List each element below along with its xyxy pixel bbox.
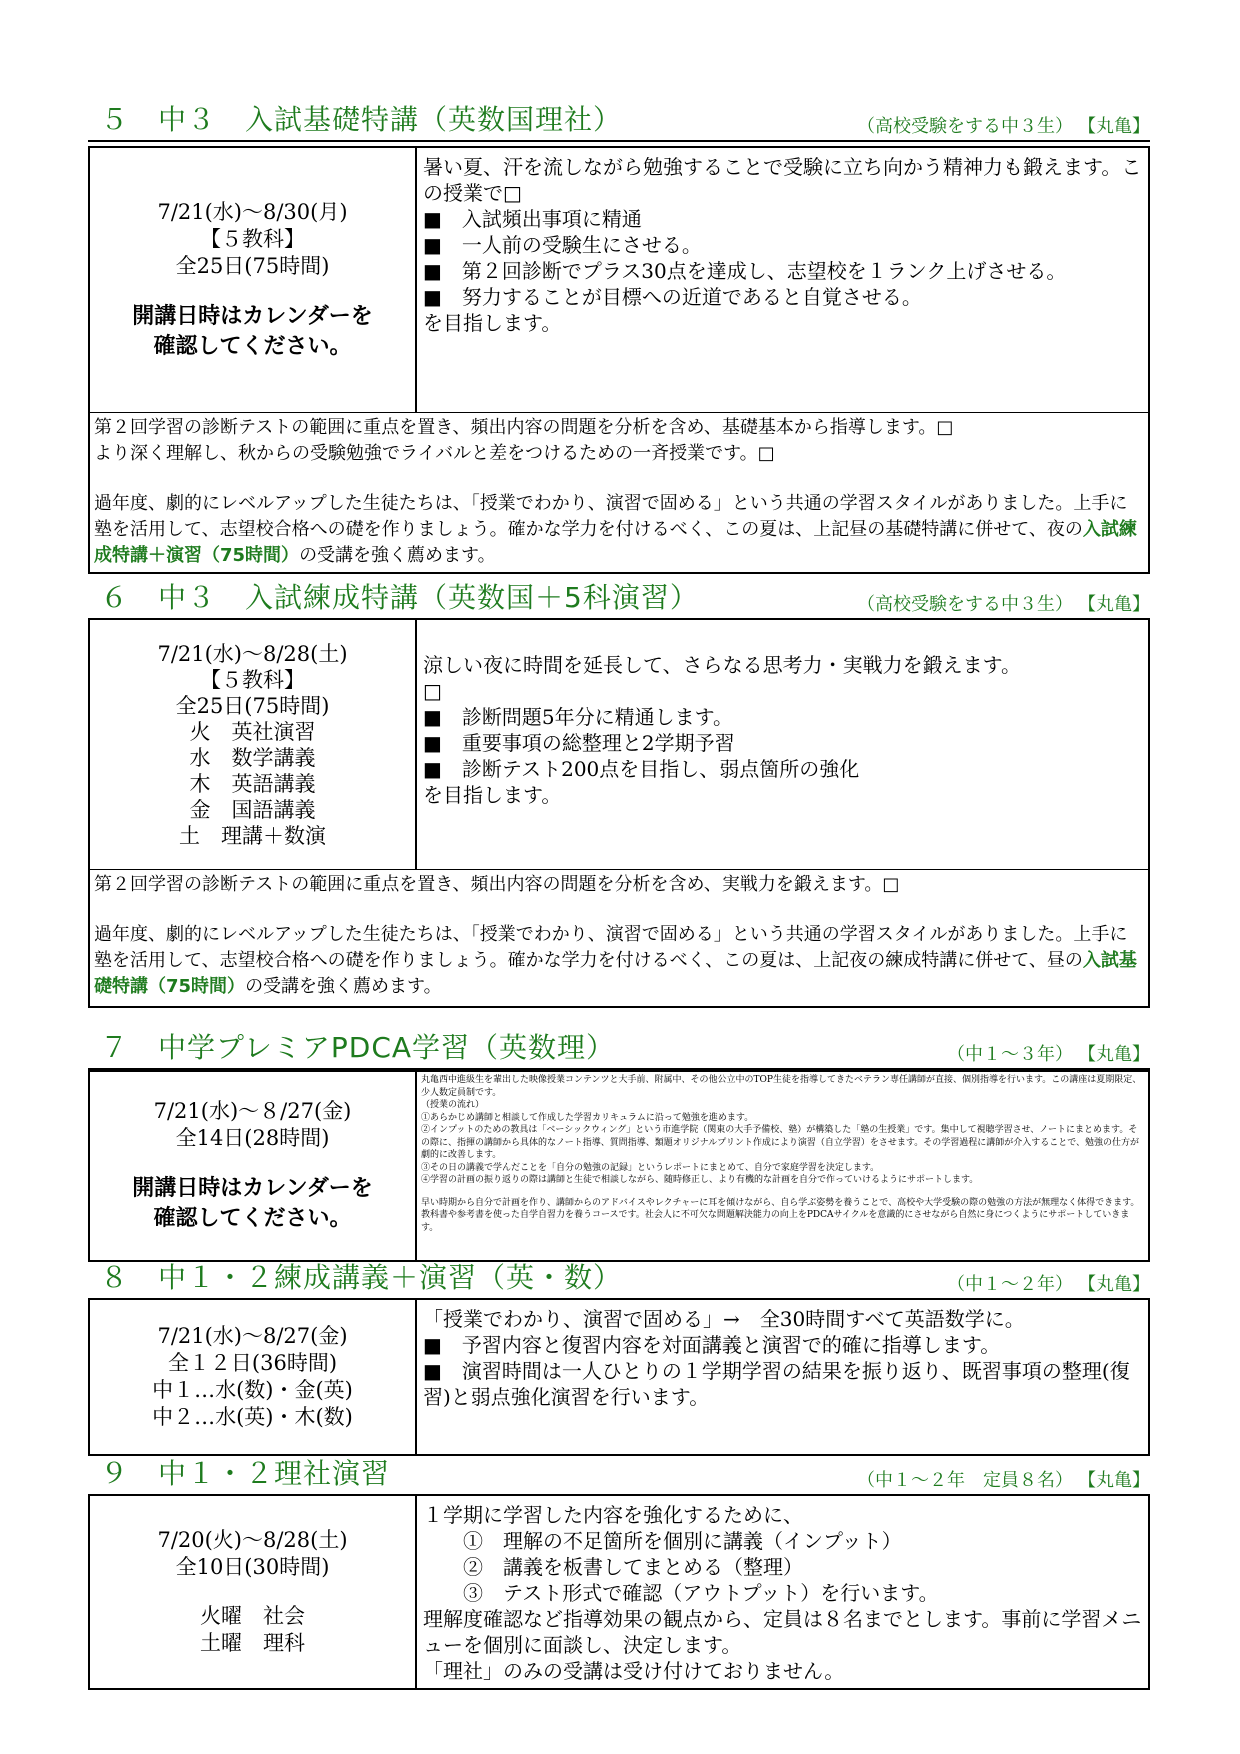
period-dates: 7/20(火)～8/28(土) bbox=[157, 1528, 348, 1552]
target-note: （高校受験をする中３生） bbox=[857, 116, 1073, 137]
target-note: （中１～２年） bbox=[947, 1274, 1073, 1295]
section-5-title: ５ 中３ 入試基礎特講（英数国理社） bbox=[100, 103, 623, 136]
desc-line: ■ 一人前の受験生にさせる。 bbox=[423, 233, 702, 257]
section-9-description: １学期に学習した内容を強化するために、 ① 理解の不足箇所を個別に講義（インプット） ② 講義を板書してまとめる（整理） ③ テスト形式で確認（アウトプット）を行います。 理解度確認など指導効果の観点から、定員は８名までとします。事前に学習メニューを個別に面談し、決定します。 「理社」のみの受講は受け付けておりません。 bbox=[423, 1503, 1142, 1683]
section-5-header bbox=[88, 102, 1150, 142]
desc-line: を目指します。 bbox=[423, 311, 562, 335]
target-note: （高校受験をする中３生） bbox=[857, 594, 1073, 615]
section-9-title: ９ 中１・２理社演習 bbox=[100, 1457, 391, 1490]
calendar-note-line2: 確認してください。 bbox=[153, 333, 352, 359]
section-9-schedule bbox=[90, 1496, 417, 1688]
location-tag: 【丸亀】 bbox=[1087, 1470, 1150, 1491]
section-5-footnote: 第２回学習の診断テストの範囲に重点を置き、頻出内容の問題を分析を含め、基礎基本から指導します。□ より深く理解し、秋からの受験勉強でライバルと差をつけるための一斉授業です。□ 過年度、劇的にレベルアップした生徒たちは、「授業でわかり、演習で固める」という共通の学習スタイルがありました。上手に塾を活用して、志望校合格への礎を作りましょう。確かな学力を付けるべく、この夏は、上記昼の基礎特講に併せて、夜の入試練成特講＋演習（75時間）の受講を強く薦めます。 bbox=[94, 417, 1137, 566]
total-days: 全10日(30時間) bbox=[175, 1555, 330, 1579]
weekday-item: 火曜 社会 bbox=[200, 1604, 305, 1628]
weekday-item: 金 国語講義 bbox=[189, 797, 316, 822]
section-9-main-row bbox=[90, 1496, 1148, 1688]
location-tag: 【丸亀】 bbox=[1087, 594, 1150, 615]
section-8-meta bbox=[947, 1270, 1150, 1296]
desc-line: ■ 努力することが目標への近道であると自覚させる。 bbox=[423, 285, 922, 309]
section-8-main-row bbox=[90, 1300, 1148, 1454]
section-7-title: ７ 中学プレミアPDCA学習（英数理） bbox=[100, 1031, 616, 1064]
weekday-item: 木 英語講義 bbox=[189, 771, 316, 796]
section-5-main-row bbox=[90, 148, 1148, 413]
calendar-note-line1: 開講日時はカレンダーを bbox=[132, 303, 373, 329]
section-6-main-row bbox=[90, 620, 1148, 870]
period-dates: 7/21(水)～８/27(金) bbox=[153, 1099, 352, 1123]
section-6-title: ６ 中３ 入試練成特講（英数国＋5科演習） bbox=[100, 581, 699, 614]
total-days: 全14日(28時間) bbox=[175, 1126, 330, 1150]
desc-line: ■ 第２回診断でプラス30点を達成し、志望校を１ランク上げさせる。 bbox=[423, 259, 1067, 283]
total-days: 全１２日(36時間) bbox=[167, 1351, 338, 1375]
section-5-meta bbox=[857, 112, 1150, 138]
period-dates: 7/21(水)～8/27(金) bbox=[157, 1324, 348, 1348]
location-tag: 【丸亀】 bbox=[1087, 116, 1150, 137]
section-9-header bbox=[88, 1456, 1150, 1496]
section-6-box bbox=[88, 618, 1150, 1008]
section-5-box bbox=[88, 146, 1150, 574]
calendar-note-line1: 開講日時はカレンダーを bbox=[132, 1176, 373, 1201]
highlight-course-link: 入試練成特講＋演習（75時間） bbox=[94, 519, 1137, 566]
section-7-header bbox=[88, 1030, 1150, 1070]
section-8-title: ８ 中１・２練成講義＋演習（英・数） bbox=[100, 1261, 623, 1294]
section-8-header bbox=[88, 1260, 1150, 1300]
section-6-description: 涼しい夜に時間を延長して、さらなる思考力・実戦力を鍛えます。 □ ■ 診断問題5年分に精通します。 ■ 重要事項の総整理と2学期予習 ■ 診断テスト200点を目指し、弱点箇所の強化 を目指します。 bbox=[423, 653, 1021, 807]
section-8-description: 「授業でわかり、演習で固める」→ 全30時間すべて英語数学に。 ■ 予習内容と復習内容を対面講義と演習で的確に指導します。 ■ 演習時間は一人ひとりの１学期学習の結果を振り返り、既習事項の整理(復習)と弱点強化演習を行います。 bbox=[423, 1307, 1130, 1409]
section-6-schedule bbox=[90, 620, 417, 869]
section-5-schedule bbox=[90, 148, 417, 412]
period-dates: 7/21(水)～8/30(月) bbox=[157, 199, 348, 224]
section-9-meta bbox=[857, 1466, 1150, 1492]
grade1-days: 中１…水(数)・金(英) bbox=[152, 1378, 353, 1402]
weekday-item: 水 数学講義 bbox=[189, 745, 316, 770]
subjects-label: 【５教科】 bbox=[200, 226, 305, 251]
section-7-description: 丸亀西中進級生を輩出した映像授業コンテンツと大手前、附属中、その他公立中のTOP生徒を指導してきたベテラン専任講師が直接、個別指導を行います。この講座は夏期限定、少人数定員制です。 （授業の流れ） ①あらかじめ講師と相談して作成した学習カリキュラムに沿って勉強を進めます。 ②インプットのための教具は「ベーシックウィング」という市進学院（関東の大手予備校、塾）が構築した「塾の生授業」です。集中して視聴学習させ、ノートにまとめます。その際に、指揮の講師から具体的なノート指導、質問指導、類題オリジナルプリント作成により演習（自立学習）をさせます。その学習過程に講師が介入することで、勉強の仕方が劇的に改善します。 ③その日の講義で学んだことを「自分の勉強の記録」というレポートにまとめて、自分で家庭学習を決定します。 ④学習の計画の振り返りの際は講師と生徒で相談しながら、随時修正し、より有機的な計画を自分で作っていけるようにサポートします。 早い時期から自分で計画を作り、講師からのアドバイスやレクチャーに耳を傾けながら、自ら学ぶ姿勢を養うことで、高校や大学受験の際の勉強の方法が無理なく体得できます。教科書や参考書を使った自学自習力を養うコースです。社会人に不可欠な問題解決能力の向上をPDCAサイクルを意識的にさせながら自然に身につくようにサポートしていきます。 bbox=[421, 1075, 1142, 1233]
location-tag: 【丸亀】 bbox=[1087, 1274, 1150, 1295]
section-5-description bbox=[417, 148, 1148, 412]
location-tag: 【丸亀】 bbox=[1087, 1044, 1150, 1065]
section-8-schedule bbox=[90, 1300, 417, 1454]
grade2-days: 中２…水(英)・木(数) bbox=[152, 1405, 353, 1429]
highlight-course-link: 入試基礎特講（75時間） bbox=[94, 950, 1137, 997]
subjects-label: 【５教科】 bbox=[200, 667, 305, 692]
calendar-note-line2: 確認してください。 bbox=[153, 1206, 352, 1231]
section-7-meta bbox=[947, 1040, 1150, 1066]
section-6-foot-row bbox=[90, 870, 1148, 1006]
section-6-header bbox=[88, 580, 1150, 620]
section-rule bbox=[88, 140, 1150, 142]
weekday-item: 火 英社演習 bbox=[189, 719, 316, 744]
section-9-box bbox=[88, 1494, 1150, 1690]
weekday-item: 土 理講＋数演 bbox=[179, 823, 326, 848]
section-7-box bbox=[88, 1070, 1150, 1262]
section-6-footnote: 第２回学習の診断テストの範囲に重点を置き、頻出内容の問題を分析を含め、実戦力を鍛えます。□ 過年度、劇的にレベルアップした生徒たちは、「授業でわかり、演習で固める」という共通の学習スタイルがありました。上手に塾を活用して、志望校合格への礎を作りましょう。確かな学力を付けるべく、この夏は、上記夜の練成特講に併せて、昼の入試基礎特講（75時間）の受講を強く薦めます。 bbox=[94, 874, 1137, 997]
total-days: 全25日(75時間) bbox=[175, 253, 330, 278]
section-5-foot-row bbox=[90, 413, 1148, 572]
target-note: （中１～３年） bbox=[947, 1044, 1073, 1065]
desc-line: 暑い夏、汗を流しながら勉強することで受験に立ち向かう精神力も鍛えます。この授業で□ bbox=[423, 155, 1142, 205]
weekday-item: 土曜 理科 bbox=[200, 1631, 305, 1655]
section-8-box bbox=[88, 1298, 1150, 1456]
period-dates: 7/21(水)～8/28(土) bbox=[157, 641, 348, 666]
target-note: （中１～２年 定員８名） bbox=[857, 1470, 1073, 1491]
total-days: 全25日(75時間) bbox=[175, 693, 330, 718]
section-7-main-row bbox=[90, 1072, 1148, 1260]
desc-line: ■ 入試頻出事項に精通 bbox=[423, 207, 642, 231]
section-7-schedule bbox=[90, 1072, 417, 1260]
section-6-meta bbox=[857, 590, 1150, 616]
